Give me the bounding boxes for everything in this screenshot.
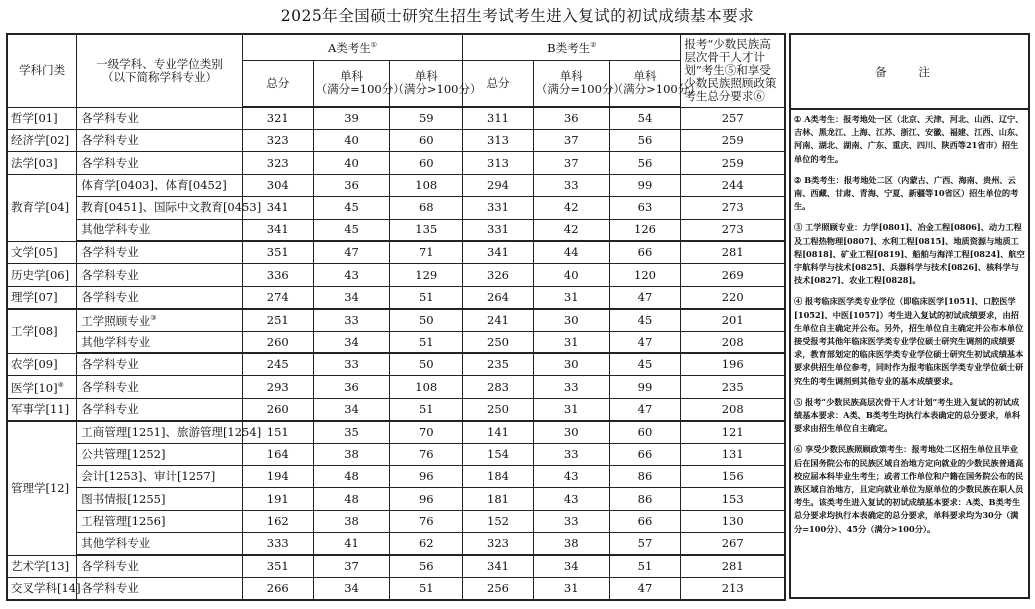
score-cell-b-sgt: 66: [609, 241, 681, 263]
score-cell-b-sgt: 51: [609, 555, 681, 577]
header-a-single-100: 单科 （满分=100分）: [313, 60, 390, 107]
major-cell: 教育[0451]、国际中文教育[0453]: [77, 197, 243, 219]
score-cell-a-s100: 45: [313, 219, 390, 241]
major-cell: 各学科专业: [77, 152, 243, 174]
score-cell-a-s100: 47: [313, 241, 390, 263]
table-row: [7, 331, 785, 353]
table-row: [7, 555, 785, 577]
score-cell-b-s100: 42: [533, 197, 609, 219]
score-cell-b-sgt: 47: [609, 286, 681, 308]
table-row: [7, 353, 785, 375]
score-cell-minority: 213: [681, 578, 785, 600]
major-cell: 工程管理[1256]: [77, 510, 243, 532]
table-row: [7, 533, 785, 555]
header-b-total: 总分: [463, 60, 534, 107]
score-cell-a-sgt: 96: [390, 466, 463, 488]
score-cell-minority: 244: [681, 174, 785, 196]
score-cell-a-s100: 40: [313, 129, 390, 151]
table-row: [7, 152, 785, 174]
major-cell: 其他学科专业: [77, 219, 243, 241]
remarks-panel: [789, 33, 1030, 599]
score-cell-minority: 130: [681, 510, 785, 532]
score-cell-a-total: 341: [242, 219, 313, 241]
score-cell-a-total: 304: [242, 174, 313, 196]
score-cell-b-s100: 36: [533, 107, 609, 129]
major-cell: 公共管理[1252]: [77, 443, 243, 465]
table-row: [7, 578, 785, 600]
remark-note: ⑤ 报考“少数民族高层次骨干人才计划”考生进入复试的初试成绩基本要求：A类、B类考生均执行本表确定的总分要求，单科要求由招生单位自主确定。: [794, 396, 1021, 434]
score-cell-a-total: 323: [242, 152, 313, 174]
header-minority-requirement: 报考“少数民族高层次骨干人才计划”考生⑤和享受少数民族照顾政策考生总分要求⑥: [681, 34, 785, 107]
score-cell-minority: 281: [681, 555, 785, 577]
score-cell-minority: 201: [681, 309, 785, 331]
score-cell-b-s100: 31: [533, 398, 609, 420]
discipline-cell: 文学[05]: [7, 241, 77, 263]
score-cell-a-s100: 35: [313, 421, 390, 443]
score-cell-b-sgt: 54: [609, 107, 681, 129]
score-cell-b-sgt: 86: [609, 488, 681, 510]
score-cell-a-sgt: 68: [390, 197, 463, 219]
score-cell-b-sgt: 120: [609, 264, 681, 286]
score-cell-minority: 259: [681, 129, 785, 151]
score-cell-b-total: 341: [463, 555, 534, 577]
score-cell-a-sgt: 60: [390, 129, 463, 151]
score-cell-a-s100: 40: [313, 152, 390, 174]
score-cell-b-total: 331: [463, 219, 534, 241]
score-cell-b-sgt: 66: [609, 510, 681, 532]
score-cell-a-total: 293: [242, 376, 313, 398]
score-cell-b-sgt: 45: [609, 309, 681, 331]
score-cell-b-total: 313: [463, 152, 534, 174]
score-cell-a-s100: 38: [313, 510, 390, 532]
score-cell-b-sgt: 60: [609, 421, 681, 443]
table-row: [7, 174, 785, 196]
major-cell: 各学科专业: [77, 241, 243, 263]
score-cell-b-sgt: 47: [609, 578, 681, 600]
major-cell: 各学科专业: [77, 286, 243, 308]
score-cell-b-s100: 30: [533, 421, 609, 443]
score-cell-a-total: 260: [242, 331, 313, 353]
score-cell-b-total: 323: [463, 533, 534, 555]
remark-note: ③ 工学照顾专业：力学[0801]、冶金工程[0806]、动力工程及工程热物理[0807]、水利工程[0815]、地质资源与地质工程[0818]、矿业工程[0819]、船舶与海洋工程[0824]、航空宇航科学与技术[0825]、兵器科学与技术[0826]、核科学与技术[0827]、农业工程[0828]。: [794, 222, 1025, 286]
header-b-single-gt100: 单科 （满分>100分）: [609, 60, 681, 107]
score-cell-a-total: 260: [242, 398, 313, 420]
score-cell-a-s100: 33: [313, 353, 390, 375]
score-cell-b-total: 311: [463, 107, 534, 129]
score-cell-b-sgt: 47: [609, 398, 681, 420]
major-cell: 工学照顾专业③: [77, 309, 243, 331]
major-cell: 各学科专业: [77, 555, 243, 577]
discipline-cell: 农学[09]: [7, 353, 77, 375]
score-cell-b-s100: 34: [533, 555, 609, 577]
score-cell-a-sgt: 108: [390, 376, 463, 398]
score-cell-a-s100: 39: [313, 107, 390, 129]
score-cell-a-sgt: 51: [390, 331, 463, 353]
score-cell-a-s100: 43: [313, 264, 390, 286]
score-cell-a-total: 333: [242, 533, 313, 555]
score-cell-a-s100: 34: [313, 286, 390, 308]
table-row: [7, 421, 785, 443]
score-cell-b-total: 326: [463, 264, 534, 286]
score-cell-a-total: 151: [242, 421, 313, 443]
score-cell-minority: 273: [681, 219, 785, 241]
score-cell-a-sgt: 76: [390, 510, 463, 532]
score-cell-a-s100: 38: [313, 443, 390, 465]
score-cell-a-total: 351: [242, 555, 313, 577]
page-title: 2025年全国硕士研究生招生考试考生进入复试的初试成绩基本要求: [280, 7, 755, 25]
score-cell-b-s100: 37: [533, 152, 609, 174]
remark-note: ④ 报考临床医学类专业学位（即临床医学[1051]、口腔医学[1052]、中医[1057]）考生进入复试的初试成绩要求，由招生单位自主确定并公布。另外，招生单位自主确定并公布本单位接受报考其他年临床医学类专业学位硕士研究生调剂的成绩要求，教育部划定的临床医学类专业学位硕士研究生初试成绩基本要求供招生单位参考，同时作为报考临床医学类专业学位硕士研究生的考生调剂到其他专业的基本成绩要求。: [794, 296, 1024, 386]
score-cell-minority: 281: [681, 241, 785, 263]
score-cell-b-s100: 43: [533, 488, 609, 510]
score-cell-minority: 220: [681, 286, 785, 308]
score-cell-b-total: 250: [463, 398, 534, 420]
score-cell-a-total: 191: [242, 488, 313, 510]
score-cell-a-sgt: 76: [390, 443, 463, 465]
score-cell-a-s100: 34: [313, 331, 390, 353]
score-cell-b-sgt: 56: [609, 129, 681, 151]
score-cell-a-sgt: 129: [390, 264, 463, 286]
score-cell-minority: 153: [681, 488, 785, 510]
remark-note: ⑥ 享受少数民族照顾政策考生：报考地处二区招生单位且毕业后在国务院公布的民族区域自治地方定向就业的少数民族普通高校应届本科毕业生考生；或者工作单位和户籍在国务院公布的民族区域自治地方，且定向就业单位为原单位的少数民族在职人员考生。该类考生进入复试的初试成绩基本要求：A类、B类考生总分要求均执行本表确定的总分要求，单科要求均为30分（满分=100分）、45分（满分>100分）。: [794, 444, 1024, 534]
score-cell-b-sgt: 86: [609, 466, 681, 488]
score-cell-minority: 208: [681, 331, 785, 353]
table-row: [7, 398, 785, 420]
score-cell-a-sgt: 50: [390, 309, 463, 331]
score-cell-b-total: 181: [463, 488, 534, 510]
header-discipline: 学科门类: [7, 34, 77, 107]
score-cell-a-total: 323: [242, 129, 313, 151]
score-table: [6, 33, 786, 601]
score-cell-a-total: 162: [242, 510, 313, 532]
score-cell-a-total: 245: [242, 353, 313, 375]
score-cell-b-sgt: 57: [609, 533, 681, 555]
header-b-single-100: 单科 （满分=100分）: [533, 60, 609, 107]
score-cell-a-total: 274: [242, 286, 313, 308]
score-cell-a-sgt: 135: [390, 219, 463, 241]
score-cell-b-s100: 37: [533, 129, 609, 151]
score-cell-b-total: 283: [463, 376, 534, 398]
score-cell-a-s100: 36: [313, 376, 390, 398]
discipline-cell: 艺术学[13]: [7, 555, 77, 577]
score-cell-b-total: 235: [463, 353, 534, 375]
score-cell-b-s100: 38: [533, 533, 609, 555]
major-cell: 各学科专业: [77, 264, 243, 286]
score-cell-b-s100: 44: [533, 241, 609, 263]
score-cell-a-sgt: 51: [390, 578, 463, 600]
score-cell-b-sgt: 47: [609, 331, 681, 353]
score-cell-a-sgt: 50: [390, 353, 463, 375]
table-row: [7, 264, 785, 286]
score-cell-a-s100: 48: [313, 488, 390, 510]
major-cell: 工商管理[1251]、旅游管理[1254]: [77, 421, 243, 443]
score-cell-b-sgt: 45: [609, 353, 681, 375]
score-cell-a-total: 321: [242, 107, 313, 129]
score-cell-b-total: 313: [463, 129, 534, 151]
table-row: [7, 107, 785, 129]
discipline-cell: 交叉学科[14]: [7, 578, 77, 600]
remarks-body: [791, 110, 1028, 536]
header-major: 一级学科、专业学位类别 （以下简称学科专业）: [77, 34, 243, 107]
score-cell-a-sgt: 56: [390, 555, 463, 577]
score-cell-b-sgt: 99: [609, 174, 681, 196]
remark-note: ② B类考生：报考地处二区（内蒙古、广西、海南、贵州、云南、西藏、甘肃、青海、宁夏、新疆等10省区）招生单位的考生。: [794, 174, 1019, 212]
score-cell-minority: 273: [681, 197, 785, 219]
discipline-cell: 工学[08]: [7, 309, 77, 354]
score-cell-b-total: 256: [463, 578, 534, 600]
header-b-group: B类考生②: [463, 34, 681, 60]
score-cell-a-s100: 34: [313, 578, 390, 600]
score-cell-minority: 235: [681, 376, 785, 398]
score-cell-b-total: 152: [463, 510, 534, 532]
discipline-cell: 医学[10]④: [7, 376, 77, 398]
score-cell-a-sgt: 62: [390, 533, 463, 555]
table-row: [7, 286, 785, 308]
score-cell-b-sgt: 126: [609, 219, 681, 241]
score-cell-a-total: 341: [242, 197, 313, 219]
table-row: [7, 129, 785, 151]
score-cell-minority: 267: [681, 533, 785, 555]
score-cell-b-s100: 33: [533, 443, 609, 465]
score-cell-b-s100: 30: [533, 309, 609, 331]
discipline-cell: 教育学[04]: [7, 174, 77, 241]
score-cell-b-s100: 31: [533, 331, 609, 353]
score-cell-a-s100: 37: [313, 555, 390, 577]
score-cell-b-total: 241: [463, 309, 534, 331]
table-row: [7, 309, 785, 331]
major-cell: 各学科专业: [77, 398, 243, 420]
score-cell-a-s100: 33: [313, 309, 390, 331]
score-cell-b-s100: 31: [533, 578, 609, 600]
score-cell-a-s100: 48: [313, 466, 390, 488]
major-cell: 各学科专业: [77, 129, 243, 151]
score-cell-minority: 121: [681, 421, 785, 443]
score-cell-a-total: 336: [242, 264, 313, 286]
table-row: [7, 219, 785, 241]
score-cell-b-total: 154: [463, 443, 534, 465]
major-cell: 各学科专业: [77, 353, 243, 375]
table-row: [7, 488, 785, 510]
score-cell-a-sgt: 108: [390, 174, 463, 196]
remark-note: ① A类考生：报考地处一区（北京、天津、河北、山西、辽宁、吉林、黑龙江、上海、江苏、浙江、安徽、福建、江西、山东、河南、湖北、湖南、广东、重庆、四川、陕西等21省市）招生单位的考生。: [794, 114, 1024, 164]
score-cell-a-total: 266: [242, 578, 313, 600]
header-a-total: 总分: [242, 60, 313, 107]
score-cell-b-total: 331: [463, 197, 534, 219]
table-row: [7, 466, 785, 488]
major-cell: 其他学科专业: [77, 533, 243, 555]
score-table-body: [7, 107, 785, 600]
score-cell-b-total: 141: [463, 421, 534, 443]
score-cell-a-sgt: 60: [390, 152, 463, 174]
major-cell: 图书情报[1255]: [77, 488, 243, 510]
discipline-cell: 管理学[12]: [7, 421, 77, 555]
table-row: [7, 241, 785, 263]
score-cell-b-s100: 33: [533, 174, 609, 196]
score-table-wrapper: [6, 33, 1030, 599]
score-cell-minority: 156: [681, 466, 785, 488]
score-cell-a-total: 164: [242, 443, 313, 465]
score-cell-minority: 257: [681, 107, 785, 129]
score-cell-minority: 259: [681, 152, 785, 174]
score-cell-minority: 196: [681, 353, 785, 375]
score-cell-b-sgt: 66: [609, 443, 681, 465]
score-cell-b-s100: 30: [533, 353, 609, 375]
score-cell-b-total: 294: [463, 174, 534, 196]
score-cell-a-sgt: 51: [390, 286, 463, 308]
major-cell: 各学科专业: [77, 376, 243, 398]
score-cell-b-total: 264: [463, 286, 534, 308]
score-cell-a-s100: 34: [313, 398, 390, 420]
major-cell: 体育学[0403]、体育[0452]: [77, 174, 243, 196]
score-cell-a-sgt: 70: [390, 421, 463, 443]
discipline-cell: 哲学[01]: [7, 107, 77, 129]
score-cell-b-total: 250: [463, 331, 534, 353]
score-cell-a-sgt: 71: [390, 241, 463, 263]
discipline-cell: 法学[03]: [7, 152, 77, 174]
score-cell-a-sgt: 51: [390, 398, 463, 420]
score-cell-a-s100: 36: [313, 174, 390, 196]
score-cell-a-total: 251: [242, 309, 313, 331]
table-row: [7, 510, 785, 532]
score-cell-b-sgt: 56: [609, 152, 681, 174]
table-row: [7, 443, 785, 465]
header-a-group: A类考生①: [242, 34, 462, 60]
score-cell-a-s100: 45: [313, 197, 390, 219]
major-cell: 各学科专业: [77, 107, 243, 129]
discipline-cell: 军事学[11]: [7, 398, 77, 420]
score-cell-minority: 269: [681, 264, 785, 286]
score-cell-b-total: 341: [463, 241, 534, 263]
score-cell-b-s100: 33: [533, 510, 609, 532]
table-row: [7, 376, 785, 398]
score-cell-a-total: 351: [242, 241, 313, 263]
score-cell-b-s100: 42: [533, 219, 609, 241]
major-cell: 会计[1253]、审计[1257]: [77, 466, 243, 488]
table-row: [7, 197, 785, 219]
score-cell-b-sgt: 63: [609, 197, 681, 219]
score-cell-a-total: 194: [242, 466, 313, 488]
score-cell-b-s100: 33: [533, 376, 609, 398]
score-cell-b-sgt: 99: [609, 376, 681, 398]
discipline-cell: 经济学[02]: [7, 129, 77, 151]
score-cell-b-total: 184: [463, 466, 534, 488]
score-cell-a-sgt: 96: [390, 488, 463, 510]
major-cell: 其他学科专业: [77, 331, 243, 353]
major-cell: 各学科专业: [77, 578, 243, 600]
score-cell-b-s100: 31: [533, 286, 609, 308]
header-a-single-gt100: 单科 （满分>100分）: [390, 60, 463, 107]
score-cell-b-s100: 43: [533, 466, 609, 488]
score-cell-minority: 131: [681, 443, 785, 465]
discipline-cell: 理学[07]: [7, 286, 77, 308]
discipline-cell: 历史学[06]: [7, 264, 77, 286]
score-cell-a-sgt: 59: [390, 107, 463, 129]
remarks-header: 备 注: [791, 35, 1028, 110]
score-cell-a-s100: 41: [313, 533, 390, 555]
score-cell-minority: 208: [681, 398, 785, 420]
score-cell-b-s100: 40: [533, 264, 609, 286]
